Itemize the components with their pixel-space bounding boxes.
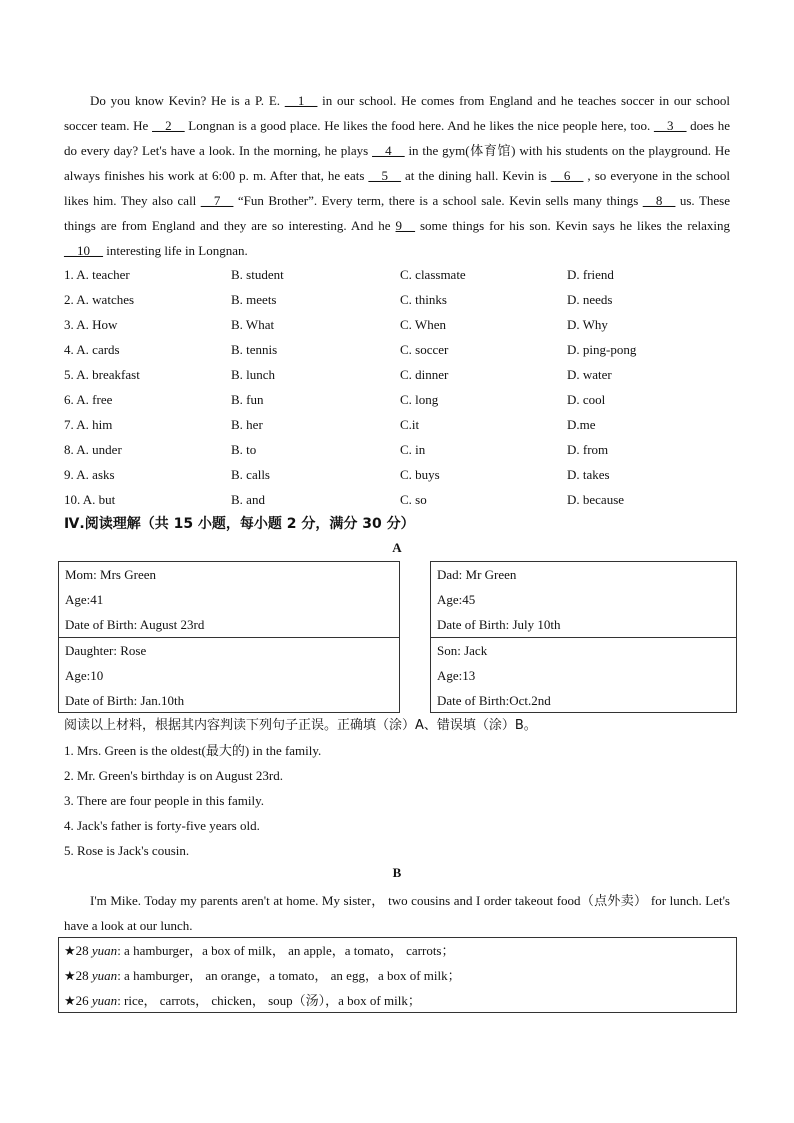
son-age: Age:13	[437, 668, 476, 683]
passage-text: Do you know Kevin? He is a P. E.	[90, 93, 285, 108]
true-false-statements	[64, 738, 321, 863]
star-icon: ★	[64, 944, 76, 959]
option: D. because	[567, 492, 625, 507]
lunch-unit: yuan	[91, 943, 118, 958]
mom-birth: Date of Birth: August 23rd	[65, 617, 205, 632]
option-row	[64, 287, 744, 312]
passage-text: “Fun Brother”. Every term, there is a school sale. Kevin sells many things	[233, 193, 643, 208]
option: C. so	[400, 492, 427, 507]
option: B. calls	[231, 467, 270, 482]
passage-b-text: I'm Mike. Today my parents aren't at home. My sister， two cousins and I order takeout food（点外卖） for lunch. Let's have a look at our lunch.	[64, 893, 730, 933]
option: B. her	[231, 417, 263, 432]
option: B. and	[231, 492, 265, 507]
lunch-items: : a hamburger， an orange，a tomato， an egg，a box of milk；	[117, 968, 461, 983]
option: D. cool	[567, 392, 606, 407]
option: 8. A. under	[64, 442, 122, 457]
option: C. soccer	[400, 342, 449, 357]
option-row	[64, 437, 744, 462]
part-a-label: A	[392, 540, 402, 555]
option: D. Why	[567, 317, 608, 332]
passage-text: does he do every day? Let's have a look. In the morning, he plays	[64, 118, 730, 158]
lunch-items: : a hamburger，a box of milk， an apple，a tomato， carrots；	[117, 943, 455, 958]
statement: 3. There are four people in this family.	[64, 793, 264, 808]
son-name: Son: Jack	[437, 643, 488, 658]
option-row	[64, 412, 744, 437]
option: C. classmate	[400, 267, 466, 282]
option: B. What	[231, 317, 275, 332]
passage-b	[64, 888, 730, 938]
star-icon: ★	[64, 969, 76, 984]
option: B. to	[231, 442, 257, 457]
option-row	[64, 262, 744, 287]
daughter-birth: Date of Birth: Jan.10th	[65, 693, 185, 708]
blank-10: __10__	[64, 243, 103, 258]
option: B. fun	[231, 392, 264, 407]
lunch-unit: yuan	[91, 968, 118, 983]
passage-text: Longnan is a good place. He likes the food here. And he likes the nice people here, too.	[184, 118, 654, 133]
statement: 5. Rose is Jack's cousin.	[64, 843, 190, 858]
dad-name: Dad: Mr Green	[437, 567, 517, 582]
lunch-menu-box	[58, 937, 737, 1013]
option-row	[64, 487, 744, 512]
option: B. lunch	[231, 367, 276, 382]
statement: 2. Mr. Green's birthday is on August 23rd.	[64, 768, 283, 783]
option: 1. A. teacher	[64, 267, 130, 282]
blank-6: __6__	[550, 168, 584, 183]
passage-text: us. These things are from England and they are so interesting. And he	[64, 193, 730, 233]
option: C. thinks	[400, 292, 447, 307]
option: 10. A. but	[64, 492, 116, 507]
section-title: Ⅳ.阅读理解（共 15 小题，每小题 2 分，满分 30 分）	[64, 516, 415, 532]
dad-birth: Date of Birth: July 10th	[437, 617, 561, 632]
passage-text: in our school. He comes from England and he teaches soccer in our school soccer team. He	[64, 93, 730, 133]
cloze-options	[64, 262, 744, 512]
option: D. friend	[567, 267, 614, 282]
lunch-price: 28	[75, 968, 92, 983]
option: 2. A. watches	[64, 292, 135, 307]
blank-4: __4__	[372, 143, 405, 158]
blank-7: __7__	[200, 193, 234, 208]
passage-text: at the dining hall. Kevin is	[400, 168, 551, 183]
lunch-option	[64, 963, 736, 988]
option-row	[64, 462, 744, 487]
mom-name: Mom: Mrs Green	[65, 567, 156, 582]
blank-3: __3__	[653, 118, 687, 133]
daughter-name: Daughter: Rose	[65, 643, 147, 658]
option: C. When	[400, 317, 446, 332]
option: 3. A. How	[64, 317, 118, 332]
passage-text: some things for his son. Kevin says he likes the relaxing	[415, 218, 730, 233]
daughter-age: Age:10	[65, 668, 104, 683]
option: D. takes	[567, 467, 610, 482]
option: D. from	[567, 442, 609, 457]
option: C. in	[400, 442, 426, 457]
option: 7. A. him	[64, 417, 113, 432]
lunch-option	[64, 988, 736, 1013]
passage-text: interesting life in Longnan.	[103, 243, 248, 258]
cloze-passage	[64, 88, 730, 263]
blank-2: __2__	[152, 118, 185, 133]
statement: 1. Mrs. Green is the oldest(最大的) in the family.	[64, 743, 322, 758]
dad-son-card	[430, 561, 737, 713]
option: C. long	[400, 392, 439, 407]
lunch-option	[64, 938, 736, 963]
lunch-unit: yuan	[91, 993, 118, 1008]
part-b-label: B	[392, 865, 402, 880]
option: 4. A. cards	[64, 342, 120, 357]
blank-1: __1__	[284, 93, 318, 108]
option: B. student	[231, 267, 284, 282]
blank-5: __5__	[368, 168, 401, 183]
son-birth: Date of Birth:Oct.2nd	[437, 693, 551, 708]
option: D. ping-pong	[567, 342, 637, 357]
option-row	[64, 387, 744, 412]
mom-info	[59, 562, 399, 637]
daughter-info	[59, 638, 399, 713]
star-icon: ★	[64, 994, 76, 1009]
option-row	[64, 337, 744, 362]
option: B. meets	[231, 292, 277, 307]
option: C. buys	[400, 467, 440, 482]
option-row	[64, 312, 744, 337]
lunch-items: : rice， carrots， chicken， soup（汤），a box of milk；	[117, 993, 421, 1008]
dad-age: Age:45	[437, 592, 476, 607]
option: C.it	[400, 417, 420, 432]
option: C. dinner	[400, 367, 449, 382]
option: 6. A. free	[64, 392, 113, 407]
passage-text: , so everyone in the school likes him. They also call	[64, 168, 731, 208]
option: 9. A. asks	[64, 467, 115, 482]
lunch-price: 26	[75, 993, 92, 1008]
dad-info	[431, 562, 736, 637]
son-info	[431, 638, 736, 713]
mom-daughter-card	[58, 561, 400, 713]
passage-text: in the gym(体育馆) with his students on the playground. He always finishes his work at 6:00 p. m. After that, he eats	[64, 143, 730, 183]
statement: 4. Jack's father is forty-five years old.	[64, 818, 260, 833]
blank-8: __8__	[642, 193, 676, 208]
instruction-text: 阅读以上材料，根据其内容判读下列句子正误。正确填（涂）A、错误填（涂）B。	[64, 718, 537, 733]
option: D. water	[567, 367, 612, 382]
lunch-price: 28	[75, 943, 92, 958]
mom-age: Age:41	[65, 592, 104, 607]
option: B. tennis	[231, 342, 278, 357]
option: D.me	[567, 417, 596, 432]
option: 5. A. breakfast	[64, 367, 140, 382]
blank-9: 9__	[395, 218, 416, 233]
option: D. needs	[567, 292, 613, 307]
option-row	[64, 362, 744, 387]
